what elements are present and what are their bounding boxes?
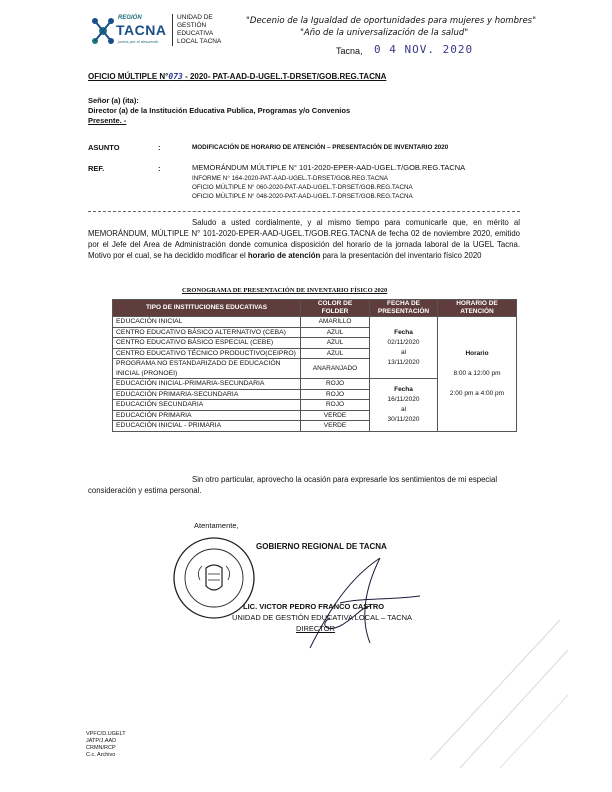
oficio-number: 073 <box>168 72 183 81</box>
initials-line: C.c. Archivo <box>86 752 116 758</box>
cell-color: VERDE <box>301 421 370 432</box>
date-stamp: 0 4 NOV. 2020 <box>374 43 474 56</box>
farewell: Atentamente, <box>194 521 239 530</box>
cell-color: ANARANJADO <box>301 359 370 379</box>
cell-fecha-1 <box>370 317 438 379</box>
recipient-salutation: Señor (a) (ita): <box>88 96 139 105</box>
header-horario: HORARIO DE ATENCIÓN <box>438 300 517 317</box>
fecha-label: Fecha <box>394 328 413 336</box>
ref-line: OFICIO MÚLTIPLE N° 048-2020-PAT-AAD-UGEL.T-DRSET/GOB.REG.TACNA <box>192 193 413 200</box>
unit-line: UNIDAD DE <box>177 14 213 21</box>
schedule-table <box>112 299 517 432</box>
unit-line: GESTIÓN <box>177 22 207 29</box>
table-row <box>113 317 517 328</box>
initials-line: JATP/J.AAD <box>86 738 117 744</box>
cell-tipo: EDUCACIÓN PRIMARIA <box>113 410 301 421</box>
body-paragraph <box>88 217 520 261</box>
initials-block <box>86 731 126 759</box>
cell-color: ROJO <box>301 400 370 411</box>
signatory-name: LIC. VICTOR PEDRO FRANCO CASTRO <box>243 602 385 611</box>
unit-line: LOCAL TACNA <box>177 38 222 45</box>
oficio-prefix: OFICIO MÚLTIPLE N° <box>88 72 169 81</box>
initials-line: CRMN/RCP <box>86 745 116 751</box>
cell-color: ROJO <box>301 379 370 390</box>
oficio-suffix: - 2020- PAT-AAD-D-UGEL.T-DRSET/GOB.REG.TACNA <box>182 72 387 81</box>
divider <box>88 211 520 212</box>
cell-horario <box>438 317 517 432</box>
asunto-colon: : <box>158 143 161 152</box>
cell-tipo: CENTRO EDUCATIVO BÁSICO ALTERNATIVO (CEBA) <box>113 327 301 338</box>
header-color: COLOR DE FOLDER <box>301 300 370 317</box>
brand-name: TACNA <box>116 22 167 38</box>
cell-color: ROJO <box>301 389 370 400</box>
decorative-strokes-icon <box>420 600 570 770</box>
ref-label: REF. <box>88 164 105 173</box>
horario-slot: 8:00 a 12:00 pm <box>453 369 501 377</box>
ref-line: INFORME N° 164-2020-PAT-AAD-UGEL.T-DRSET/GOB.REG.TACNA <box>192 175 389 182</box>
unit-name <box>172 14 229 46</box>
body-text-b: para la presentación del inventario físico 2020 <box>320 251 482 260</box>
cell-tipo: PROGRAMA NO ESTANDARIZADO DE EDUCACIÓN INICIAL (PRONOEI) <box>113 359 301 379</box>
ref-line: OFICIO MÚLTIPLE N° 060-2020-PAT-AAD-UGEL.T-DRSET/GOB.REG.TACNA <box>192 184 413 191</box>
cell-tipo: EDUCACIÓN SECUNDARIA <box>113 400 301 411</box>
horario-slot: 2:00 pm a 4:00 pm <box>449 389 505 397</box>
cell-color: AZUL <box>301 348 370 359</box>
cell-color: VERDE <box>301 410 370 421</box>
recipient-presente: Presente. - <box>88 116 127 125</box>
place: Tacna, <box>336 46 363 56</box>
signatory-role: DIRECTOR <box>296 624 336 633</box>
horario-label: Horario <box>465 349 489 357</box>
signatory-unit: UNIDAD DE GESTIÓN EDUCATIVA LOCAL – TACNA <box>232 613 413 622</box>
fecha-to: 13/11/2020 <box>387 358 420 366</box>
header-tipo: TIPO DE INSTITUCIONES EDUCATIVAS <box>113 300 301 317</box>
unit-line: EDUCATIVA <box>177 30 214 37</box>
body-text-bold: horario de atención <box>247 251 321 260</box>
motto-decenio: "Decenio de la Igualdad de oportunidades para mujeres y hombres" <box>246 16 537 26</box>
asunto-label: ASUNTO <box>88 143 120 152</box>
fecha-from: 02/11/2020 <box>387 338 420 346</box>
cell-tipo: CENTRO EDUCATIVO TÉCNICO PRODUCTIVO(CEIPRO) <box>113 348 301 359</box>
ref-line: MEMORÁNDUM MÚLTIPLE N° 101-2020-EPER-AAD-UGEL.T/GOB.REG.TACNA <box>192 163 466 172</box>
motto-year: "Año de la universalización de la salud" <box>300 28 469 38</box>
ref-colon: : <box>158 164 161 173</box>
fecha-al: al <box>400 348 407 356</box>
fecha-from: 16/11/2020 <box>387 395 420 403</box>
fecha-al: al <box>400 405 407 413</box>
cell-tipo: EDUCACIÓN INICIAL <box>113 317 301 328</box>
cell-fecha-2 <box>370 379 438 432</box>
cell-tipo: EDUCACIÓN INICIAL - PRIMARIA <box>113 421 301 432</box>
header-fecha: FECHA DE PRESENTACIÓN <box>370 300 438 317</box>
table-header-row <box>113 300 517 317</box>
recipient-description: Director (a) de la Institución Educativa Publica, Programas y/o Convenios <box>88 106 351 115</box>
brand-tagline: juntos por el desarrollo <box>118 39 159 44</box>
region-label: REGIÓN <box>118 15 142 21</box>
tacna-logo-icon <box>86 14 120 48</box>
cell-tipo: EDUCACIÓN PRIMARIA-SECUNDARIA <box>113 389 301 400</box>
cell-color: AZUL <box>301 327 370 338</box>
cell-color: AZUL <box>301 338 370 349</box>
asunto-text: MODIFICACIÓN DE HORARIO DE ATENCIÓN – PRESENTACIÓN DE INVENTARIO 2020 <box>192 144 449 151</box>
oficio-title <box>88 72 386 81</box>
signatory-institution: GOBIERNO REGIONAL DE TACNA <box>256 542 387 551</box>
fecha-label: Fecha <box>394 385 413 393</box>
cell-tipo: EDUCACIÓN INICIAL-PRIMARIA-SECUNDARIA <box>113 379 301 390</box>
closing-text: Sin otro particular, aprovecho la ocasión para expresarle los sentimientos de mi especial consideración y estima personal. <box>88 475 498 495</box>
initials-line: VPFC/D.UGELT <box>86 731 126 737</box>
cell-color: AMARILLO <box>301 317 370 328</box>
fecha-to: 30/11/2020 <box>387 415 420 423</box>
table-title: CRONOGRAMA DE PRESENTACIÓN DE INVENTARIO FÍSICO 2020 <box>182 287 388 294</box>
body-text-a: Saludo a usted cordialmente, y al mismo tiempo para comunicarle que, en mérito al MEMORÁNDUM, MÚLTIPLE N° 101-2020-EPER-AAD-UGEL.T/GOB.REG.TACNA de fecha 02 de noviembre 2020, emitido por el Jefe del Area de Administración donde comunica disposición del horario de la jornada laboral de la UGEL Tacna. Motivo por el cual, se ha decidido modificar el <box>88 218 520 260</box>
cell-tipo: CENTRO EDUCATIVO BÁSICO ESPECIAL (CEBE) <box>113 338 301 349</box>
